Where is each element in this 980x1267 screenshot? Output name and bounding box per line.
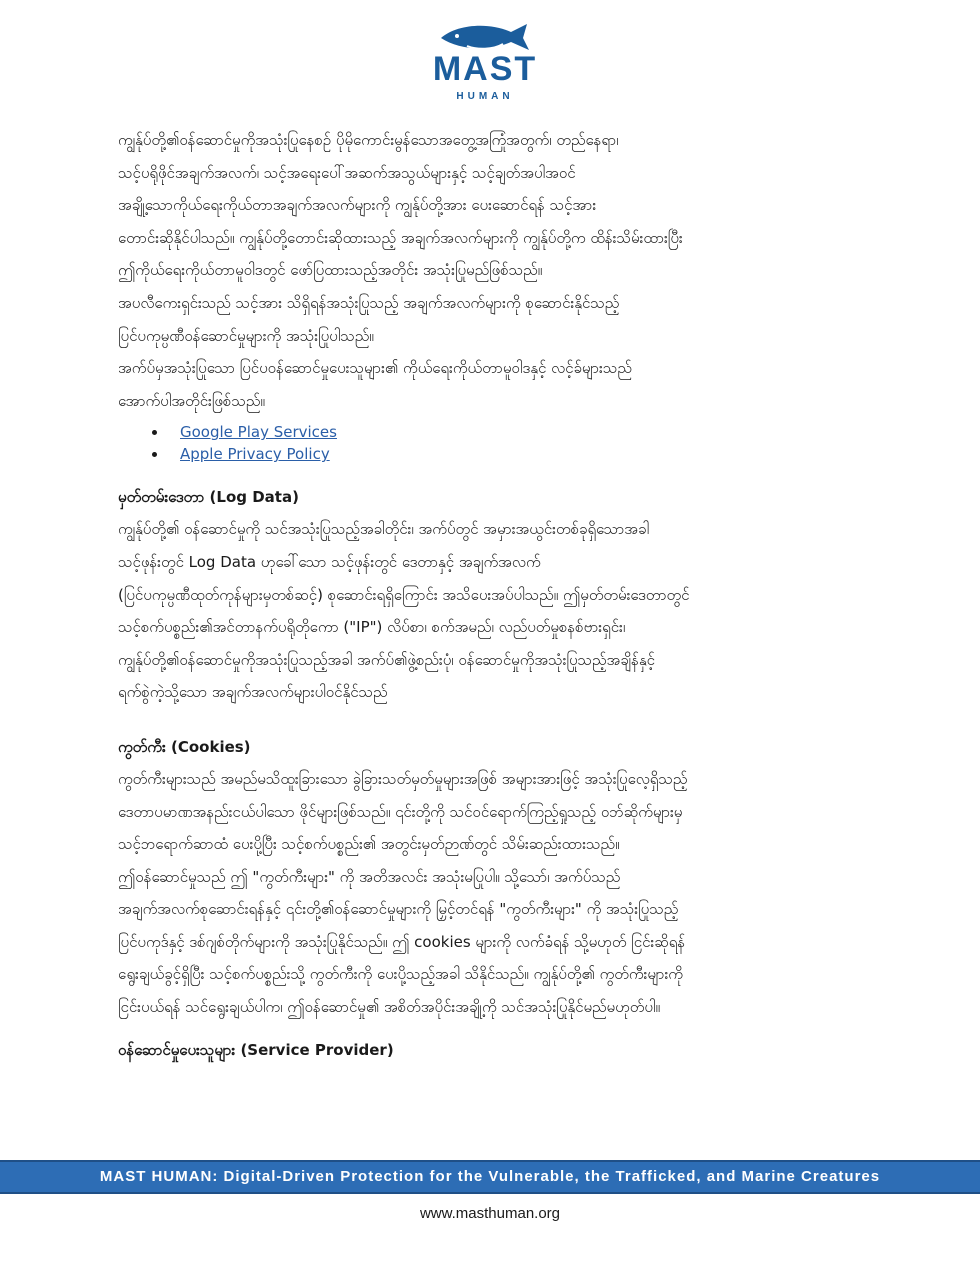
list-item	[180, 421, 858, 443]
footer-url[interactable]: www.masthuman.org	[419, 1205, 561, 1222]
third-party-links	[118, 421, 858, 465]
logo-title: MAST	[432, 50, 538, 88]
text-line: ကျွန်ုပ်တို့၏ ဝန်ဆောင်မှုကို သင်အသုံးပြုသည့်အခါတိုင်း၊ အက်ပ်တွင် အမှားအယွင်းတစ်ခုရှိသောအခါ	[118, 520, 650, 539]
text-line: ကျွန်ုပ်တို့၏ဝန်ဆောင်မှုကိုအသုံးပြုသည့်အခါ အက်ပ်၏ဖွဲ့စည်းပုံ၊ ဝန်ဆောင်မှုကိုအသုံးပြုသည့်အချိန်နှင့်	[118, 650, 655, 669]
text-line: ပြင်ပကုဒ်နှင့် ဒစ်ဂျစ်တိုက်များကို အသုံးပြုနိုင်သည်။ ဤ cookies များကို လက်ခံရန် သို့မဟုတ် ငြင်းဆိုရန်	[118, 932, 686, 951]
text-line: အချို့သောကိုယ်ရေးကိုယ်တာအချက်အလက်များကို ကျွန်ုပ်တို့အား ပေးဆောင်ရန် သင့်အား	[118, 196, 597, 215]
text-line: အောက်ပါအတိုင်းဖြစ်သည်။	[118, 391, 265, 410]
text-line: ကျွန်ုပ်တို့၏ဝန်ဆောင်မှုကိုအသုံးပြုနေစဉ် ပိုမိုကောင်းမွန်သောအတွေ့အကြုံအတွက်၊ တည်နေရာ၊	[118, 131, 619, 149]
text-line: ဤကိုယ်ရေးကိုယ်တာမူဝါဒတွင် ဖော်ပြထားသည့်အတိုင်း အသုံးပြုမည်ဖြစ်သည်။	[118, 261, 543, 280]
text-line: ရွေးချယ်ခွင့်ရှိပြီး သင့်စက်ပစ္စည်းသို့ ကွတ်ကီးကို ပေးပို့သည့်အခါ သိနိုင်သည်။ ကျွန်ုပ်တို့၏ ကွတ်ကီးများကို	[118, 965, 683, 984]
text-line: ငြင်းပယ်ရန် သင်ရွေးချယ်ပါက၊ ဤဝန်ဆောင်မှု၏ အစိတ်အပိုင်းအချို့ကို သင်အသုံးပြုနိုင်မည်မဟုတ်ပါ။	[118, 998, 661, 1017]
log-data-heading: မှတ်တမ်းဒေတာ (Log Data)	[118, 488, 299, 507]
text-line: အက်ပ်မှအသုံးပြုသော ပြင်ပဝန်ဆောင်မှုပေးသူများ၏ ကိုယ်ရေးကိုယ်တာမူဝါဒနှင့် လင့်ခ်များသည်	[118, 359, 632, 378]
logo-subtitle: HUMAN	[456, 91, 514, 102]
text-line: သင့်စက်ပစ္စည်း၏အင်တာနက်ပရိုတိုကော ("IP") လိပ်စာ၊ စက်အမည်၊ လည်ပတ်မှုစနစ်ဗားရှင်း၊	[118, 618, 626, 637]
mast-human-logo	[405, 20, 565, 100]
text-line: အချက်အလက်စုဆောင်းရန်နှင့် ၎င်းတို့၏ဝန်ဆောင်မှုများကို မြှင့်တင်ရန် "ကွတ်ကီးများ" ကို အသုံးပြုသည့်	[118, 900, 679, 919]
apple-privacy-policy-link[interactable]: Apple Privacy Policy	[180, 445, 330, 464]
text-line: အပလီကေးရှင်းသည် သင့်အား သိရှိရန်အသုံးပြုသည့် အချက်အလက်များကို စုဆောင်းနိုင်သည့်	[118, 293, 620, 312]
document-body	[118, 124, 858, 1066]
cookies-heading: ကွတ်ကီး (Cookies)	[118, 737, 251, 756]
intro-paragraph	[118, 124, 858, 417]
cookies-paragraph	[118, 763, 858, 1024]
text-line: ဒေတာပမာဏအနည်းငယ်ပါသော ဖိုင်များဖြစ်သည်။ ၎င်းတို့ကို သင်ဝင်ရောက်ကြည့်ရှုသည့် ဝဘ်ဆိုက်များမှ	[118, 802, 683, 821]
service-provider-heading: ဝန်ဆောင်မှုပေးသူများ (Service Provider)	[118, 1040, 394, 1059]
text-line: သင့်ပရိုဖိုင်အချက်အလက်၊ သင့်အရေးပေါ်အဆက်အသွယ်များနှင့် သင့်ချတ်အပါအဝင်	[118, 163, 576, 182]
google-play-services-link[interactable]: Google Play Services	[180, 423, 337, 442]
text-line: တောင်းဆိုနိုင်ပါသည်။ ကျွန်ုပ်တို့တောင်းဆိုထားသည့် အချက်အလက်များကို ကျွန်ုပ်တို့က ထိန်းသိမ်းထားပြီး	[118, 228, 683, 247]
log-data-paragraph	[118, 513, 858, 709]
fish-icon	[437, 20, 533, 54]
text-line: သင့်ဖုန်းတွင် Log Data ဟုခေါ်သော သင့်ဖုန်းတွင် ဒေတာနှင့် အချက်အလက်	[118, 552, 541, 571]
list-item	[180, 443, 858, 465]
text-line: သင့်ဘရောက်ဆာထံ ပေးပို့ပြီး သင့်စက်ပစ္စည်း၏ အတွင်းမှတ်ဉာဏ်တွင် သိမ်းဆည်းထားသည်။	[118, 835, 620, 854]
footer-tagline: MAST HUMAN: Digital-Driven Protection for the Vulnerable, the Trafficked, and Marine Creatures	[0, 1160, 980, 1194]
text-line: ရက်စွဲကဲ့သို့သော အချက်အလက်များပါဝင်နိုင်သည်	[118, 683, 388, 702]
text-line: ပြင်ပကုမ္ပဏီဝန်ဆောင်မှုများကို အသုံးပြုပါသည်။	[118, 326, 374, 345]
text-line: ဤဝန်ဆောင်မှုသည် ဤ "ကွတ်ကီးများ" ကို အတိအလင်း အသုံးမပြုပါ။ သို့သော်၊ အက်ပ်သည်	[118, 867, 621, 886]
text-line: ကွတ်ကီးများသည် အမည်မသိထူးခြားသော ခွဲခြားသတ်မှတ်မှုများအဖြစ် အများအားဖြင့် အသုံးပြုလေ့ရှိသည့်	[118, 769, 688, 788]
text-line: (ပြင်ပကုမ္ပဏီထုတ်ကုန်များမှတစ်ဆင့်) စုဆောင်းရရှိကြောင်း အသိပေးအပ်ပါသည်။ ဤမှတ်တမ်းဒေတာတွင်	[118, 585, 690, 604]
